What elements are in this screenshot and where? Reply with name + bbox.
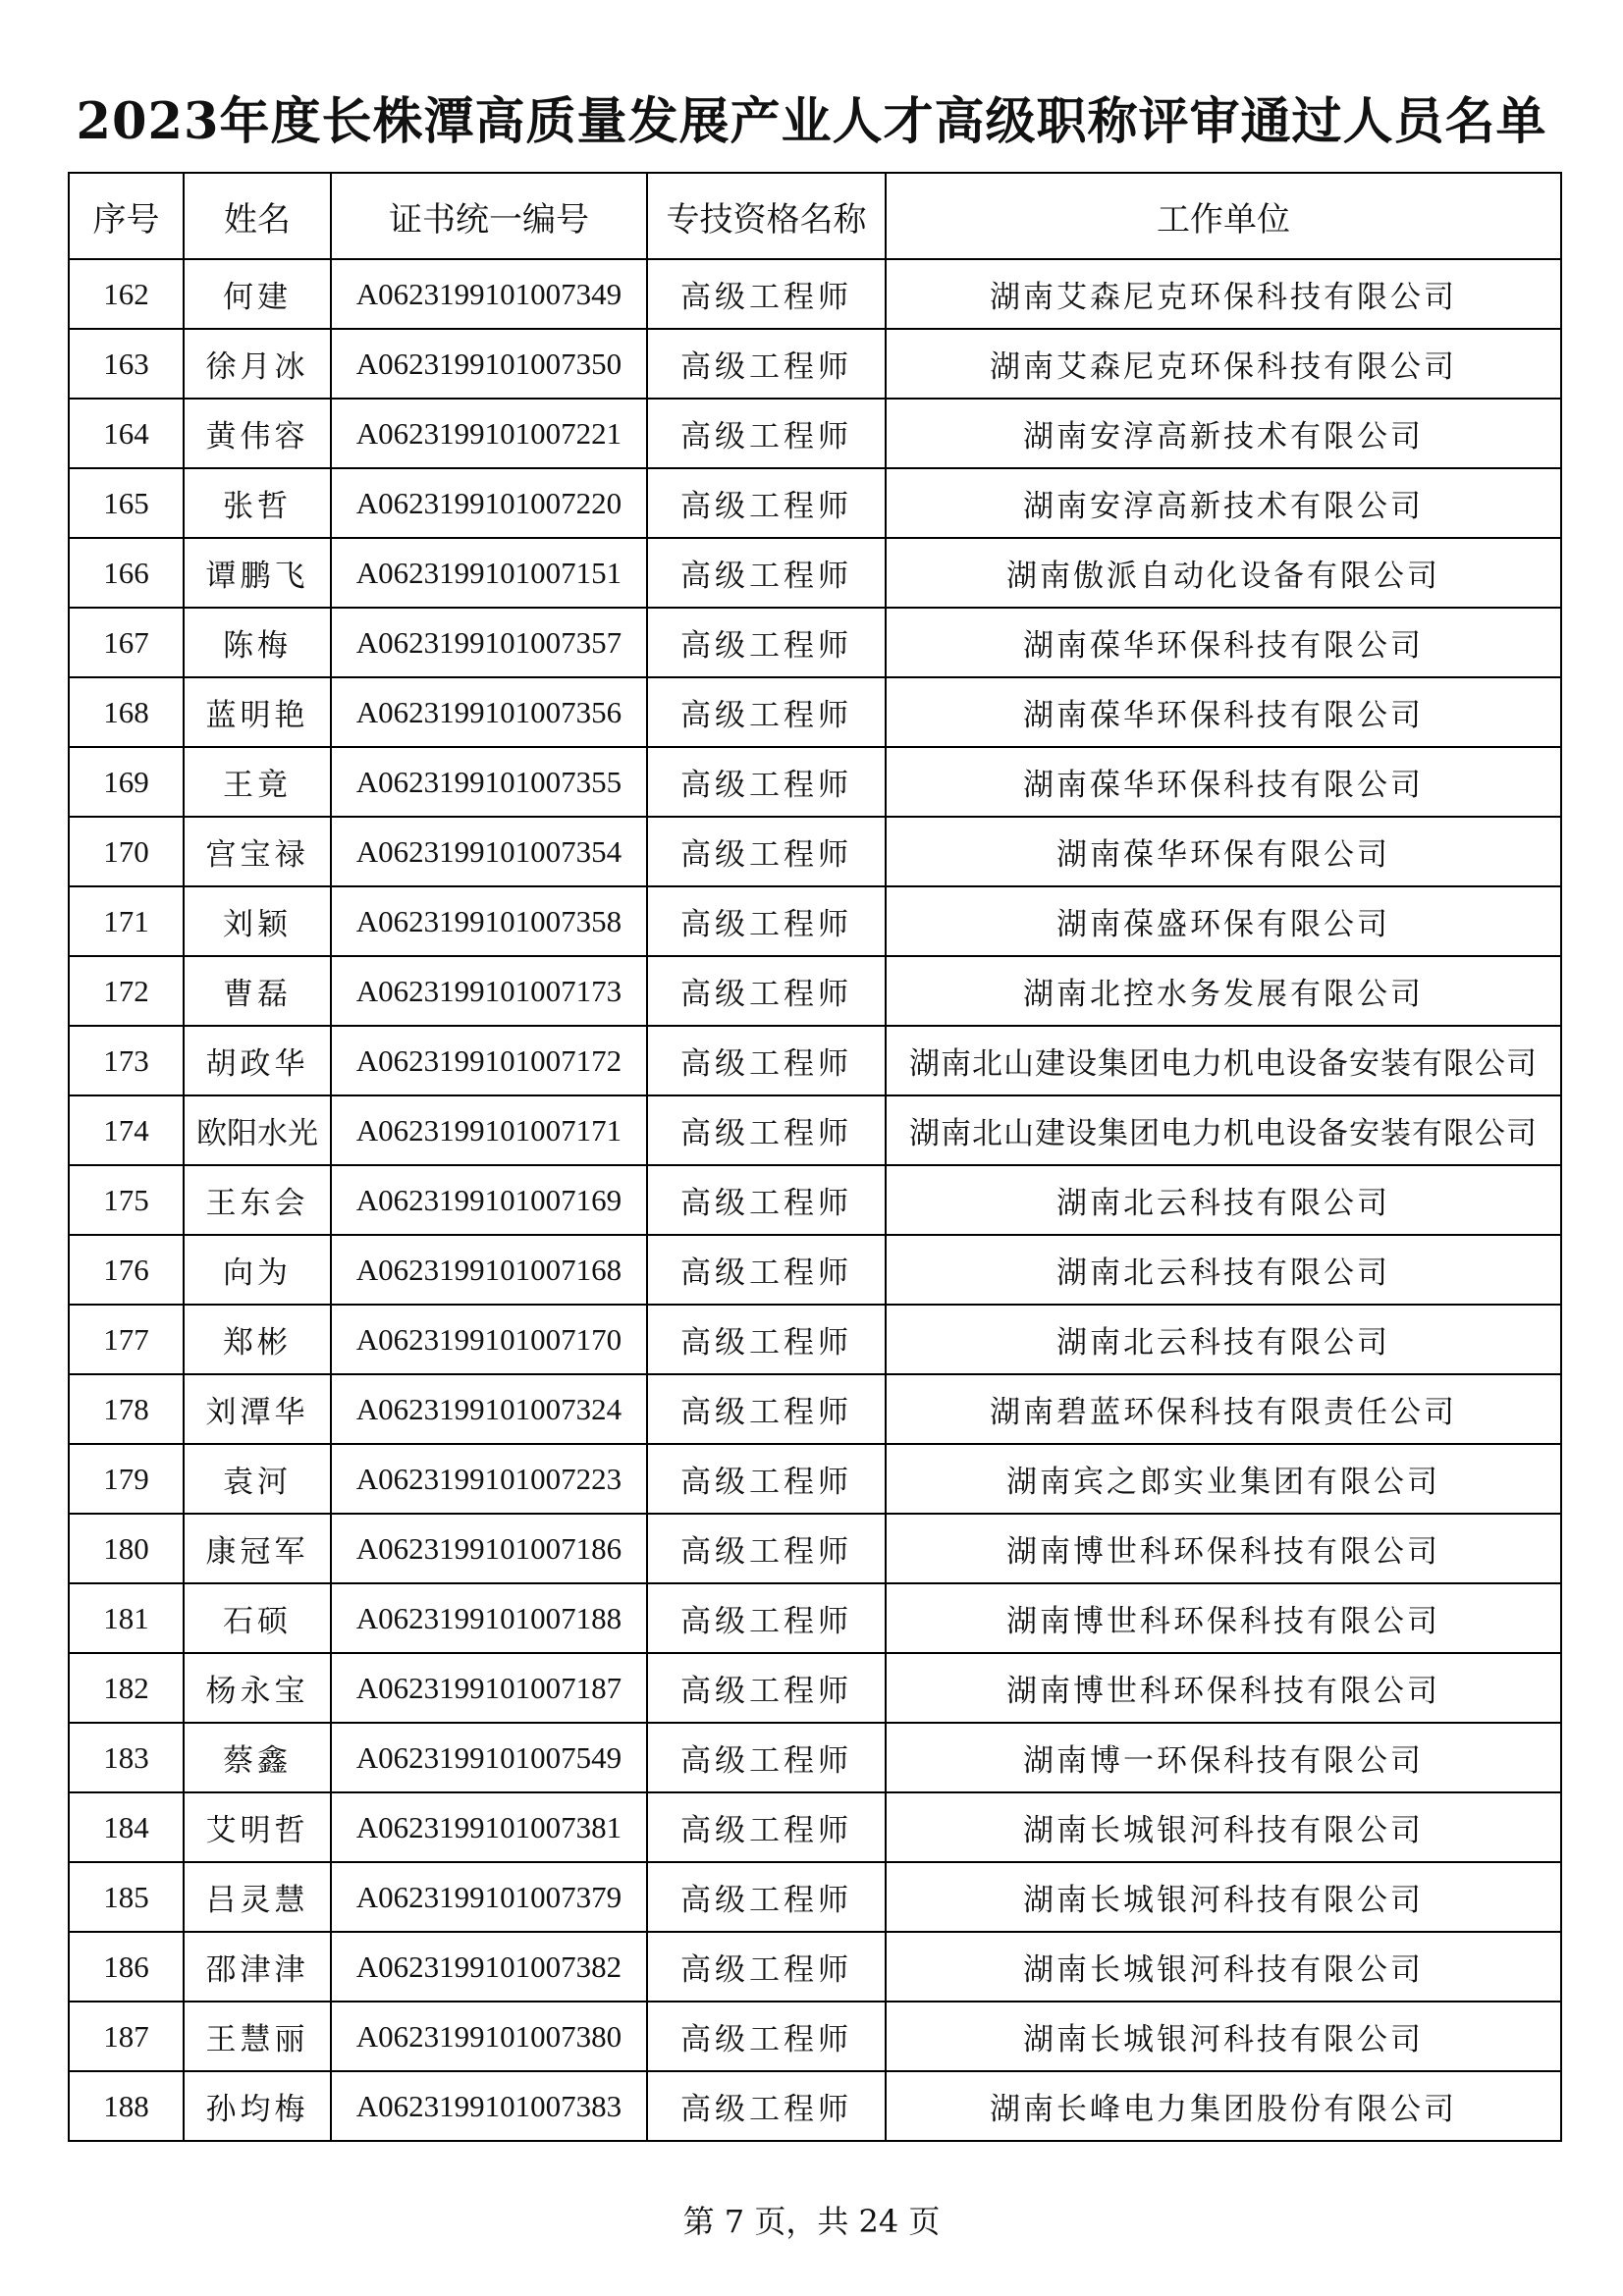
cell-name: 刘潭华 xyxy=(184,1374,331,1444)
table-row xyxy=(69,468,1561,538)
footer-page-prefix: 第 xyxy=(682,2203,715,2240)
table-row xyxy=(69,1235,1561,1305)
cell-qual: 高级工程师 xyxy=(647,468,886,538)
table-row xyxy=(69,1305,1561,1374)
cell-name: 王东会 xyxy=(184,1165,331,1235)
cell-name: 郑彬 xyxy=(184,1305,331,1374)
cell-seq: 166 xyxy=(69,538,184,608)
cell-name: 刘颖 xyxy=(184,886,331,956)
cell-cert: A0623199101007186 xyxy=(331,1514,647,1583)
table-body xyxy=(69,259,1561,2141)
footer-page-number: 7 xyxy=(724,2203,745,2240)
cell-name: 康冠军 xyxy=(184,1514,331,1583)
cell-unit: 湖南博世科环保科技有限公司 xyxy=(886,1514,1561,1583)
cell-name: 徐月冰 xyxy=(184,329,331,399)
cell-qual: 高级工程师 xyxy=(647,1026,886,1095)
cell-seq: 185 xyxy=(69,1862,184,1932)
cell-unit: 湖南北云科技有限公司 xyxy=(886,1165,1561,1235)
cell-seq: 168 xyxy=(69,677,184,747)
cell-qual: 高级工程师 xyxy=(647,1235,886,1305)
cell-name: 袁河 xyxy=(184,1444,331,1514)
footer-total-pages: 24 xyxy=(858,2203,899,2240)
cell-name: 艾明哲 xyxy=(184,1792,331,1862)
header-cert: 证书统一编号 xyxy=(331,173,647,259)
document-title: 2023年度长株潭高质量发展产业人才高级职称评审通过人员名单 xyxy=(76,92,1547,151)
table-row xyxy=(69,1514,1561,1583)
table-row xyxy=(69,259,1561,329)
cell-unit: 湖南北控水务发展有限公司 xyxy=(886,956,1561,1026)
table-row xyxy=(69,1932,1561,2002)
table-header-row xyxy=(69,173,1561,259)
cell-seq: 170 xyxy=(69,817,184,886)
table-row xyxy=(69,1723,1561,1792)
cell-unit: 湖南安淳高新技术有限公司 xyxy=(886,468,1561,538)
cell-name: 王慧丽 xyxy=(184,2002,331,2071)
cell-cert: A0623199101007380 xyxy=(331,2002,647,2071)
table-row xyxy=(69,608,1561,677)
cell-name: 陈梅 xyxy=(184,608,331,677)
cell-unit: 湖南博一环保科技有限公司 xyxy=(886,1723,1561,1792)
cell-cert: A0623199101007170 xyxy=(331,1305,647,1374)
cell-seq: 162 xyxy=(69,259,184,329)
footer-page-suffix: 页 xyxy=(908,2203,941,2240)
cell-unit: 湖南北云科技有限公司 xyxy=(886,1235,1561,1305)
cell-cert: A0623199101007151 xyxy=(331,538,647,608)
cell-cert: A0623199101007172 xyxy=(331,1026,647,1095)
table-row xyxy=(69,2002,1561,2071)
cell-seq: 176 xyxy=(69,1235,184,1305)
cell-qual: 高级工程师 xyxy=(647,1723,886,1792)
cell-qual: 高级工程师 xyxy=(647,1862,886,1932)
cell-qual: 高级工程师 xyxy=(647,1444,886,1514)
cell-cert: A0623199101007169 xyxy=(331,1165,647,1235)
cell-name: 孙均梅 xyxy=(184,2071,331,2141)
cell-unit: 湖南傲派自动化设备有限公司 xyxy=(886,538,1561,608)
cell-cert: A0623199101007349 xyxy=(331,259,647,329)
header-qual: 专技资格名称 xyxy=(647,173,886,259)
cell-unit: 湖南长城银河科技有限公司 xyxy=(886,1862,1561,1932)
cell-unit: 湖南长城银河科技有限公司 xyxy=(886,1932,1561,2002)
cell-qual: 高级工程师 xyxy=(647,2071,886,2141)
cell-cert: A0623199101007382 xyxy=(331,1932,647,2002)
cell-seq: 172 xyxy=(69,956,184,1026)
cell-qual: 高级工程师 xyxy=(647,677,886,747)
cell-seq: 181 xyxy=(69,1583,184,1653)
cell-cert: A0623199101007221 xyxy=(331,399,647,468)
cell-name: 张哲 xyxy=(184,468,331,538)
table-row xyxy=(69,1095,1561,1165)
cell-unit: 湖南博世科环保科技有限公司 xyxy=(886,1653,1561,1723)
table-row xyxy=(69,956,1561,1026)
cell-name: 石硕 xyxy=(184,1583,331,1653)
cell-qual: 高级工程师 xyxy=(647,1792,886,1862)
cell-name: 向为 xyxy=(184,1235,331,1305)
table-row xyxy=(69,1583,1561,1653)
cell-seq: 182 xyxy=(69,1653,184,1723)
header-name: 姓名 xyxy=(184,173,331,259)
cell-unit: 湖南北山建设集团电力机电设备安装有限公司 xyxy=(886,1095,1561,1165)
cell-qual: 高级工程师 xyxy=(647,1374,886,1444)
cell-unit: 湖南艾森尼克环保科技有限公司 xyxy=(886,329,1561,399)
cell-qual: 高级工程师 xyxy=(647,329,886,399)
cell-cert: A0623199101007383 xyxy=(331,2071,647,2141)
cell-name: 胡政华 xyxy=(184,1026,331,1095)
cell-seq: 174 xyxy=(69,1095,184,1165)
cell-name: 蔡鑫 xyxy=(184,1723,331,1792)
header-seq: 序号 xyxy=(69,173,184,259)
cell-cert: A0623199101007357 xyxy=(331,608,647,677)
cell-unit: 湖南葆华环保科技有限公司 xyxy=(886,747,1561,817)
cell-qual: 高级工程师 xyxy=(647,1653,886,1723)
cell-cert: A0623199101007358 xyxy=(331,886,647,956)
cell-qual: 高级工程师 xyxy=(647,1932,886,2002)
cell-qual: 高级工程师 xyxy=(647,817,886,886)
cell-qual: 高级工程师 xyxy=(647,1305,886,1374)
cell-unit: 湖南长城银河科技有限公司 xyxy=(886,1792,1561,1862)
table-row xyxy=(69,677,1561,747)
cell-cert: A0623199101007324 xyxy=(331,1374,647,1444)
cell-unit: 湖南宾之郎实业集团有限公司 xyxy=(886,1444,1561,1514)
cell-name: 宫宝禄 xyxy=(184,817,331,886)
cell-seq: 178 xyxy=(69,1374,184,1444)
cell-cert: A0623199101007350 xyxy=(331,329,647,399)
cell-qual: 高级工程师 xyxy=(647,2002,886,2071)
cell-cert: A0623199101007220 xyxy=(331,468,647,538)
table-row xyxy=(69,1165,1561,1235)
cell-qual: 高级工程师 xyxy=(647,886,886,956)
cell-cert: A0623199101007379 xyxy=(331,1862,647,1932)
cell-seq: 165 xyxy=(69,468,184,538)
cell-name: 何建 xyxy=(184,259,331,329)
cell-name: 邵津津 xyxy=(184,1932,331,2002)
cell-qual: 高级工程师 xyxy=(647,1095,886,1165)
table-row xyxy=(69,1653,1561,1723)
cell-seq: 177 xyxy=(69,1305,184,1374)
cell-unit: 湖南葆华环保科技有限公司 xyxy=(886,608,1561,677)
cell-cert: A0623199101007549 xyxy=(331,1723,647,1792)
cell-qual: 高级工程师 xyxy=(647,1514,886,1583)
cell-seq: 180 xyxy=(69,1514,184,1583)
table-row xyxy=(69,399,1561,468)
cell-seq: 167 xyxy=(69,608,184,677)
cell-name: 黄伟容 xyxy=(184,399,331,468)
cell-cert: A0623199101007356 xyxy=(331,677,647,747)
cell-seq: 163 xyxy=(69,329,184,399)
roster-table xyxy=(68,172,1562,2142)
cell-seq: 186 xyxy=(69,1932,184,2002)
cell-unit: 湖南碧蓝环保科技有限责任公司 xyxy=(886,1374,1561,1444)
table-row xyxy=(69,1862,1561,1932)
cell-seq: 183 xyxy=(69,1723,184,1792)
table-row xyxy=(69,2071,1561,2141)
cell-qual: 高级工程师 xyxy=(647,259,886,329)
cell-unit: 湖南北云科技有限公司 xyxy=(886,1305,1561,1374)
header-unit: 工作单位 xyxy=(886,173,1561,259)
cell-seq: 175 xyxy=(69,1165,184,1235)
cell-name: 欧阳水光 xyxy=(184,1095,331,1165)
table-row xyxy=(69,747,1561,817)
cell-qual: 高级工程师 xyxy=(647,608,886,677)
cell-name: 谭鹏飞 xyxy=(184,538,331,608)
cell-cert: A0623199101007188 xyxy=(331,1583,647,1653)
cell-name: 蓝明艳 xyxy=(184,677,331,747)
cell-cert: A0623199101007355 xyxy=(331,747,647,817)
cell-unit: 湖南葆华环保科技有限公司 xyxy=(886,677,1561,747)
cell-unit: 湖南艾森尼克环保科技有限公司 xyxy=(886,259,1561,329)
cell-name: 王竟 xyxy=(184,747,331,817)
cell-seq: 188 xyxy=(69,2071,184,2141)
cell-qual: 高级工程师 xyxy=(647,1583,886,1653)
cell-unit: 湖南葆盛环保有限公司 xyxy=(886,886,1561,956)
cell-name: 杨永宝 xyxy=(184,1653,331,1723)
cell-seq: 179 xyxy=(69,1444,184,1514)
cell-cert: A0623199101007173 xyxy=(331,956,647,1026)
cell-name: 吕灵慧 xyxy=(184,1862,331,1932)
cell-unit: 湖南葆华环保有限公司 xyxy=(886,817,1561,886)
cell-qual: 高级工程师 xyxy=(647,538,886,608)
cell-qual: 高级工程师 xyxy=(647,956,886,1026)
table-row xyxy=(69,886,1561,956)
cell-unit: 湖南北山建设集团电力机电设备安装有限公司 xyxy=(886,1026,1561,1095)
cell-cert: A0623199101007168 xyxy=(331,1235,647,1305)
page-footer xyxy=(0,2200,1623,2243)
cell-unit: 湖南安淳高新技术有限公司 xyxy=(886,399,1561,468)
cell-seq: 164 xyxy=(69,399,184,468)
cell-qual: 高级工程师 xyxy=(647,747,886,817)
cell-cert: A0623199101007354 xyxy=(331,817,647,886)
cell-seq: 184 xyxy=(69,1792,184,1862)
cell-cert: A0623199101007381 xyxy=(331,1792,647,1862)
cell-cert: A0623199101007187 xyxy=(331,1653,647,1723)
cell-unit: 湖南博世科环保科技有限公司 xyxy=(886,1583,1561,1653)
table-row xyxy=(69,329,1561,399)
cell-qual: 高级工程师 xyxy=(647,399,886,468)
cell-seq: 171 xyxy=(69,886,184,956)
cell-seq: 169 xyxy=(69,747,184,817)
table-row xyxy=(69,1792,1561,1862)
cell-cert: A0623199101007223 xyxy=(331,1444,647,1514)
cell-unit: 湖南长峰电力集团股份有限公司 xyxy=(886,2071,1561,2141)
table-row xyxy=(69,1374,1561,1444)
cell-seq: 173 xyxy=(69,1026,184,1095)
cell-name: 曹磊 xyxy=(184,956,331,1026)
table-row xyxy=(69,1026,1561,1095)
cell-cert: A0623199101007171 xyxy=(331,1095,647,1165)
cell-unit: 湖南长城银河科技有限公司 xyxy=(886,2002,1561,2071)
cell-qual: 高级工程师 xyxy=(647,1165,886,1235)
footer-page-mid: 页，共 xyxy=(754,2203,849,2240)
table-row xyxy=(69,817,1561,886)
table-row xyxy=(69,538,1561,608)
table-row xyxy=(69,1444,1561,1514)
cell-seq: 187 xyxy=(69,2002,184,2071)
